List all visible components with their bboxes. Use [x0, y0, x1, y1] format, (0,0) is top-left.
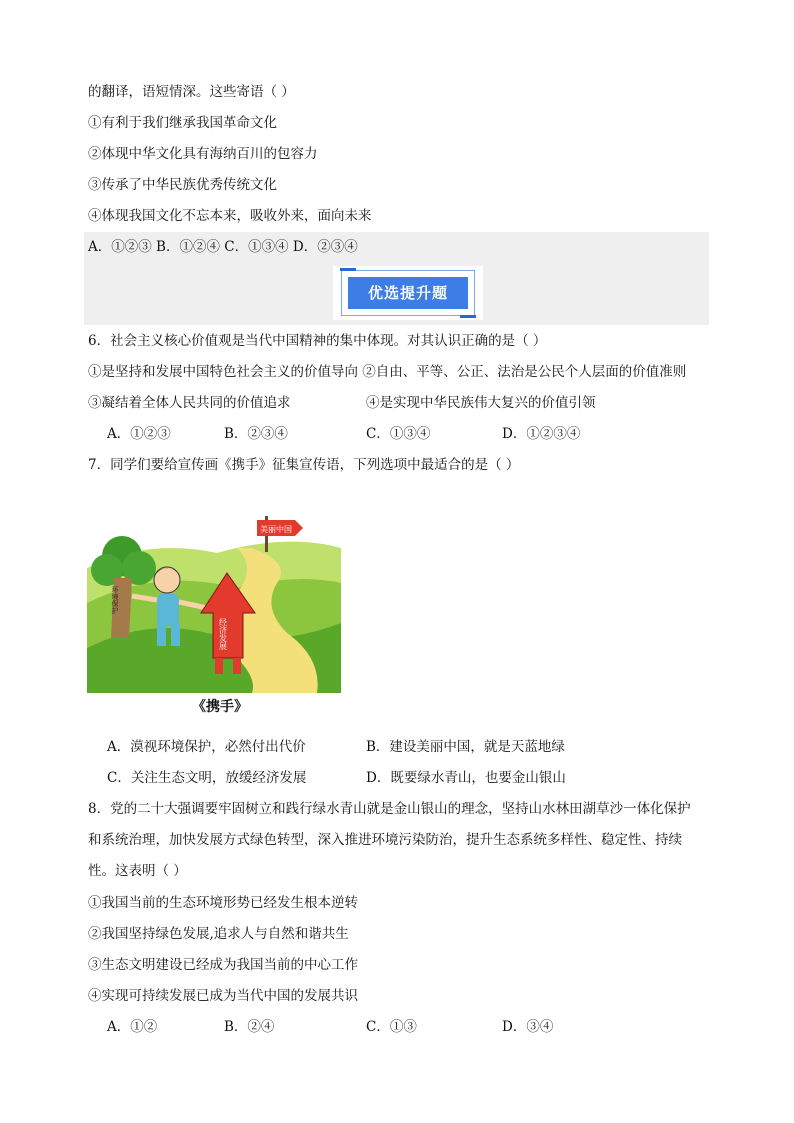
q6-item-4: ④是实现中华民族伟大复兴的价值引领 — [366, 395, 596, 411]
q7-option-d: D．既要绿水青山，也要金山银山 — [366, 770, 566, 786]
q6-option-d: D．①②③④ — [502, 426, 581, 442]
section-badge-label: 优选提升题 — [348, 277, 468, 309]
q8-option-b: B．②④ — [224, 1019, 275, 1035]
q7-option-a: A．漠视环境保护，必然付出代价 — [107, 739, 306, 755]
q5-options: A．①②③ B．①②④ C．①③④ D．②③④ — [88, 239, 358, 255]
q5-stem-tail: 的翻译，语短情深。这些寄语（ ） — [88, 84, 295, 100]
q8-stem-line-2: 和系统治理，加快发展方式绿色转型，深入推进环境污染防治，提升生态系统多样性、稳定性、持续 — [88, 832, 682, 848]
q8-option-a: A．①② — [107, 1019, 158, 1035]
q6-items-line-1: ①是坚持和发展中国特色社会主义的价值导向 ②自由、平等、公正、法治是公民个人层面的价值准则 — [88, 364, 687, 380]
arrow-text: 经济发展 — [218, 618, 228, 650]
q8-item-2: ②我国坚持绿色发展,追求人与自然和谐共生 — [88, 926, 349, 942]
q5-item-1: ①有利于我们继承我国革命文化 — [88, 115, 277, 131]
q5-item-2: ②体现中华文化具有海纳百川的包容力 — [88, 146, 318, 162]
q7-option-b: B．建设美丽中国，就是天蓝地绿 — [366, 739, 565, 755]
q8-item-3: ③生态文明建设已经成为我国当前的中心工作 — [88, 957, 358, 973]
q6-option-c: C．①③④ — [366, 426, 431, 442]
poster-caption: 《携手》 — [192, 699, 248, 715]
q7-option-c: C．关注生态文明，放缓经济发展 — [107, 770, 307, 786]
q8-stem-line-3: 性。这表明（ ） — [88, 863, 187, 879]
q8-item-4: ④实现可持续发展已成为当代中国的发展共识 — [88, 988, 358, 1004]
q8-option-d: D．③④ — [502, 1019, 554, 1035]
q8-option-c: C．①③ — [366, 1019, 417, 1035]
q6-option-a: A．①②③ — [107, 426, 171, 442]
q6-item-3: ③凝结着全体人民共同的价值追求 — [88, 395, 291, 411]
q5-item-3: ③传承了中华民族优秀传统文化 — [88, 177, 277, 193]
q5-item-4: ④体现我国文化不忘本来，吸收外来，面向未来 — [88, 208, 372, 224]
q6-option-b: B．②③④ — [224, 426, 288, 442]
q6-stem: 6．社会主义核心价值观是当代中国精神的集中体现。对其认识正确的是（ ） — [88, 333, 547, 349]
sign-text: 美丽中国 — [260, 525, 292, 534]
poster-illustration — [87, 508, 341, 693]
tree-text: 环境保护 — [111, 586, 119, 614]
q8-item-1: ①我国当前的生态环境形势已经发生根本逆转 — [88, 895, 358, 911]
section-badge — [333, 266, 483, 320]
q7-stem: 7．同学们要给宣传画《携手》征集宣传语，下列选项中最适合的是（ ） — [88, 457, 520, 473]
q8-stem-line-1: 8．党的二十大强调要牢固树立和践行绿水青山就是金山银山的理念，坚持山水林田湖草沙一体化保护 — [88, 801, 691, 817]
